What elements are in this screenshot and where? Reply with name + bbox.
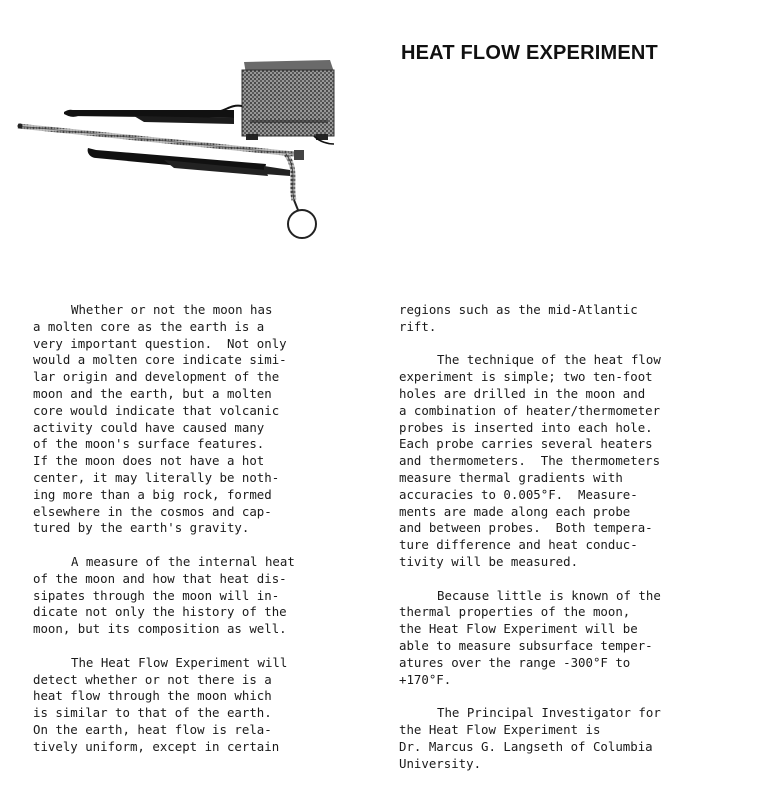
text-line: of the moon's surface features. (33, 436, 265, 452)
text-line: elsewhere in the cosmos and cap- (33, 503, 272, 519)
paragraph (399, 302, 759, 336)
paragraph (399, 588, 759, 689)
text-line: ing more than a big rock, formed (33, 486, 272, 502)
text-line: The technique of the heat flow (437, 352, 661, 368)
text-line: the Heat Flow Experiment will be (399, 621, 638, 637)
text-line: A measure of the internal heat (71, 553, 295, 569)
text-line: sipates through the moon will in- (33, 587, 280, 603)
text-line: very important question. Not only (33, 335, 287, 351)
right-text-column (399, 302, 759, 789)
text-line: able to measure subsurface temper- (399, 637, 653, 653)
text-line: ture difference and heat conduc- (399, 537, 638, 553)
text-line: Whether or not the moon has (71, 302, 273, 317)
text-line: +170°F. (399, 671, 452, 687)
text-line: measure thermal gradients with (399, 469, 623, 485)
text-line: moon and the earth, but a molten (33, 385, 272, 401)
text-line: tured by the earth's gravity. (33, 520, 250, 536)
text-line: dicate not only the history of the (33, 604, 287, 620)
text-line: Dr. Marcus G. Langseth of Columbia (399, 738, 653, 754)
text-line: On the earth, heat flow is rela- (33, 721, 272, 737)
text-line: activity could have caused many (33, 419, 265, 435)
paragraph (33, 302, 378, 537)
text-line: If the moon does not have a hot (33, 453, 265, 469)
text-line: The Heat Flow Experiment will (71, 654, 288, 670)
text-line: tivity will be measured. (399, 553, 579, 569)
text-line: detect whether or not there is a (33, 671, 272, 687)
text-line: regions such as the mid-Atlantic (399, 302, 638, 317)
text-line: rift. (399, 318, 437, 334)
text-line: a molten core as the earth is a (33, 318, 265, 334)
text-line: ments are made along each probe (399, 503, 631, 519)
page-title: HEAT FLOW EXPERIMENT (401, 42, 658, 64)
text-line: a combination of heater/thermometer (399, 402, 661, 418)
text-line: lar origin and development of the (33, 369, 280, 385)
paragraph (33, 554, 378, 638)
text-line: would a molten core indicate simi- (33, 352, 287, 368)
text-line: experiment is simple; two ten-foot (399, 369, 653, 385)
text-line: moon, but its composition as well. (33, 621, 287, 637)
paragraph (33, 655, 378, 756)
paragraph (399, 352, 759, 570)
paragraph (399, 705, 759, 772)
text-line: core would indicate that volcanic (33, 402, 280, 418)
text-line: atures over the range -300°F to (399, 654, 631, 670)
text-line: and between probes. Both tempera- (399, 520, 653, 536)
text-line: probes is inserted into each hole. (399, 419, 653, 435)
text-line: center, it may literally be noth- (33, 469, 280, 485)
text-line: heat flow through the moon which (33, 688, 272, 704)
heat-flow-probe-photo-icon (14, 50, 354, 250)
text-line: and thermometers. The thermometers (399, 453, 661, 469)
text-line: the Heat Flow Experiment is (399, 721, 601, 737)
text-line: tively uniform, except in certain (33, 738, 280, 754)
text-line: accuracies to 0.005°F. Measure- (399, 486, 638, 502)
left-text-column (33, 302, 378, 772)
text-line: is similar to that of the earth. (33, 705, 272, 721)
text-line: of the moon and how that heat dis- (33, 570, 287, 586)
text-line: holes are drilled in the moon and (399, 385, 646, 401)
text-line: University. (399, 755, 482, 771)
text-line: The Principal Investigator for (437, 705, 661, 721)
text-line: Each probe carries several heaters (399, 436, 653, 452)
text-line: thermal properties of the moon, (399, 604, 631, 620)
text-line: Because little is known of the (437, 587, 661, 603)
